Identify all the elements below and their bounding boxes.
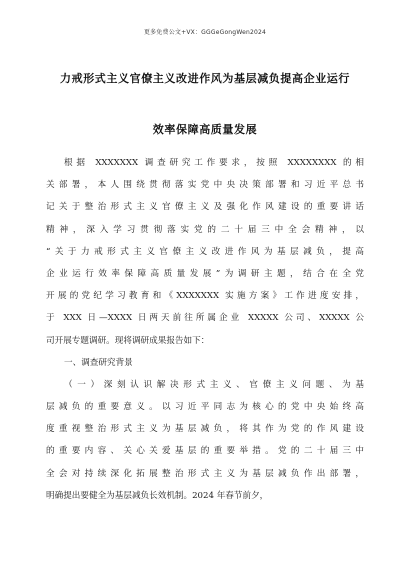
paragraph-line: 于 XXX 日—XXXX 日两天前往所属企业 XXXXX 公司、XXXXX 公 [46,313,364,324]
paragraph-line: 企业运行效率保障高质量发展”为调研主题，结合在全党 [46,268,364,279]
paragraph-line: 根据 XXXXXXX 调查研究工作要求，按照 XXXXXXXX 的相 [64,158,364,168]
section-heading: 一、调查研究背景 [64,357,133,368]
paragraph-line: 开展的党纪学习教育和《XXXXXXX 实施方案》工作进度安排， [46,291,364,302]
paragraph-line: 关部署，本人围绕贯彻落实党中央决策部署和习近平总书 [46,180,364,191]
paragraph-line: 度重视整治形式主义为基层减负，将其作为党的作风建设 [46,424,364,435]
paragraph-line: （一）深刻认识解决形式主义、官僚主义问题、为基 [64,379,364,390]
paragraph-line: 全会对持续深化拓展整治形式主义为基层减负作出部署， [46,468,364,479]
document-title-line-1: 力戒形式主义官僚主义改进作风为基层减负提高企业运行 [60,72,350,85]
paragraph-line: 的重要内容、关心关爱基层的重要举措。党的二十届三中 [46,446,364,457]
paragraph-line: 明确提出要健全为基层减负长效机制。2024 年春节前夕， [46,490,269,501]
paragraph-line: 司开展专题调研。现将调研成果报告如下： [46,335,210,346]
document-body [46,152,364,507]
header-note: 更多免费公文+VX：GGGeGongWen2024 [143,29,267,36]
paragraph-line: 记关于整治形式主义官僚主义及强化作风建设的重要讲话 [46,202,364,213]
paragraph-line: “关于力戒形式主义官僚主义改进作风为基层减负，提高 [46,246,364,257]
paragraph-line: 层减负的重要意义。以习近平同志为核心的党中央始终高 [46,402,364,413]
document-title-line-2: 效率保障高质量发展 [152,123,258,136]
paragraph-line: 精神，深入学习贯彻落实党的二十届三中全会精神，以 [46,224,364,235]
